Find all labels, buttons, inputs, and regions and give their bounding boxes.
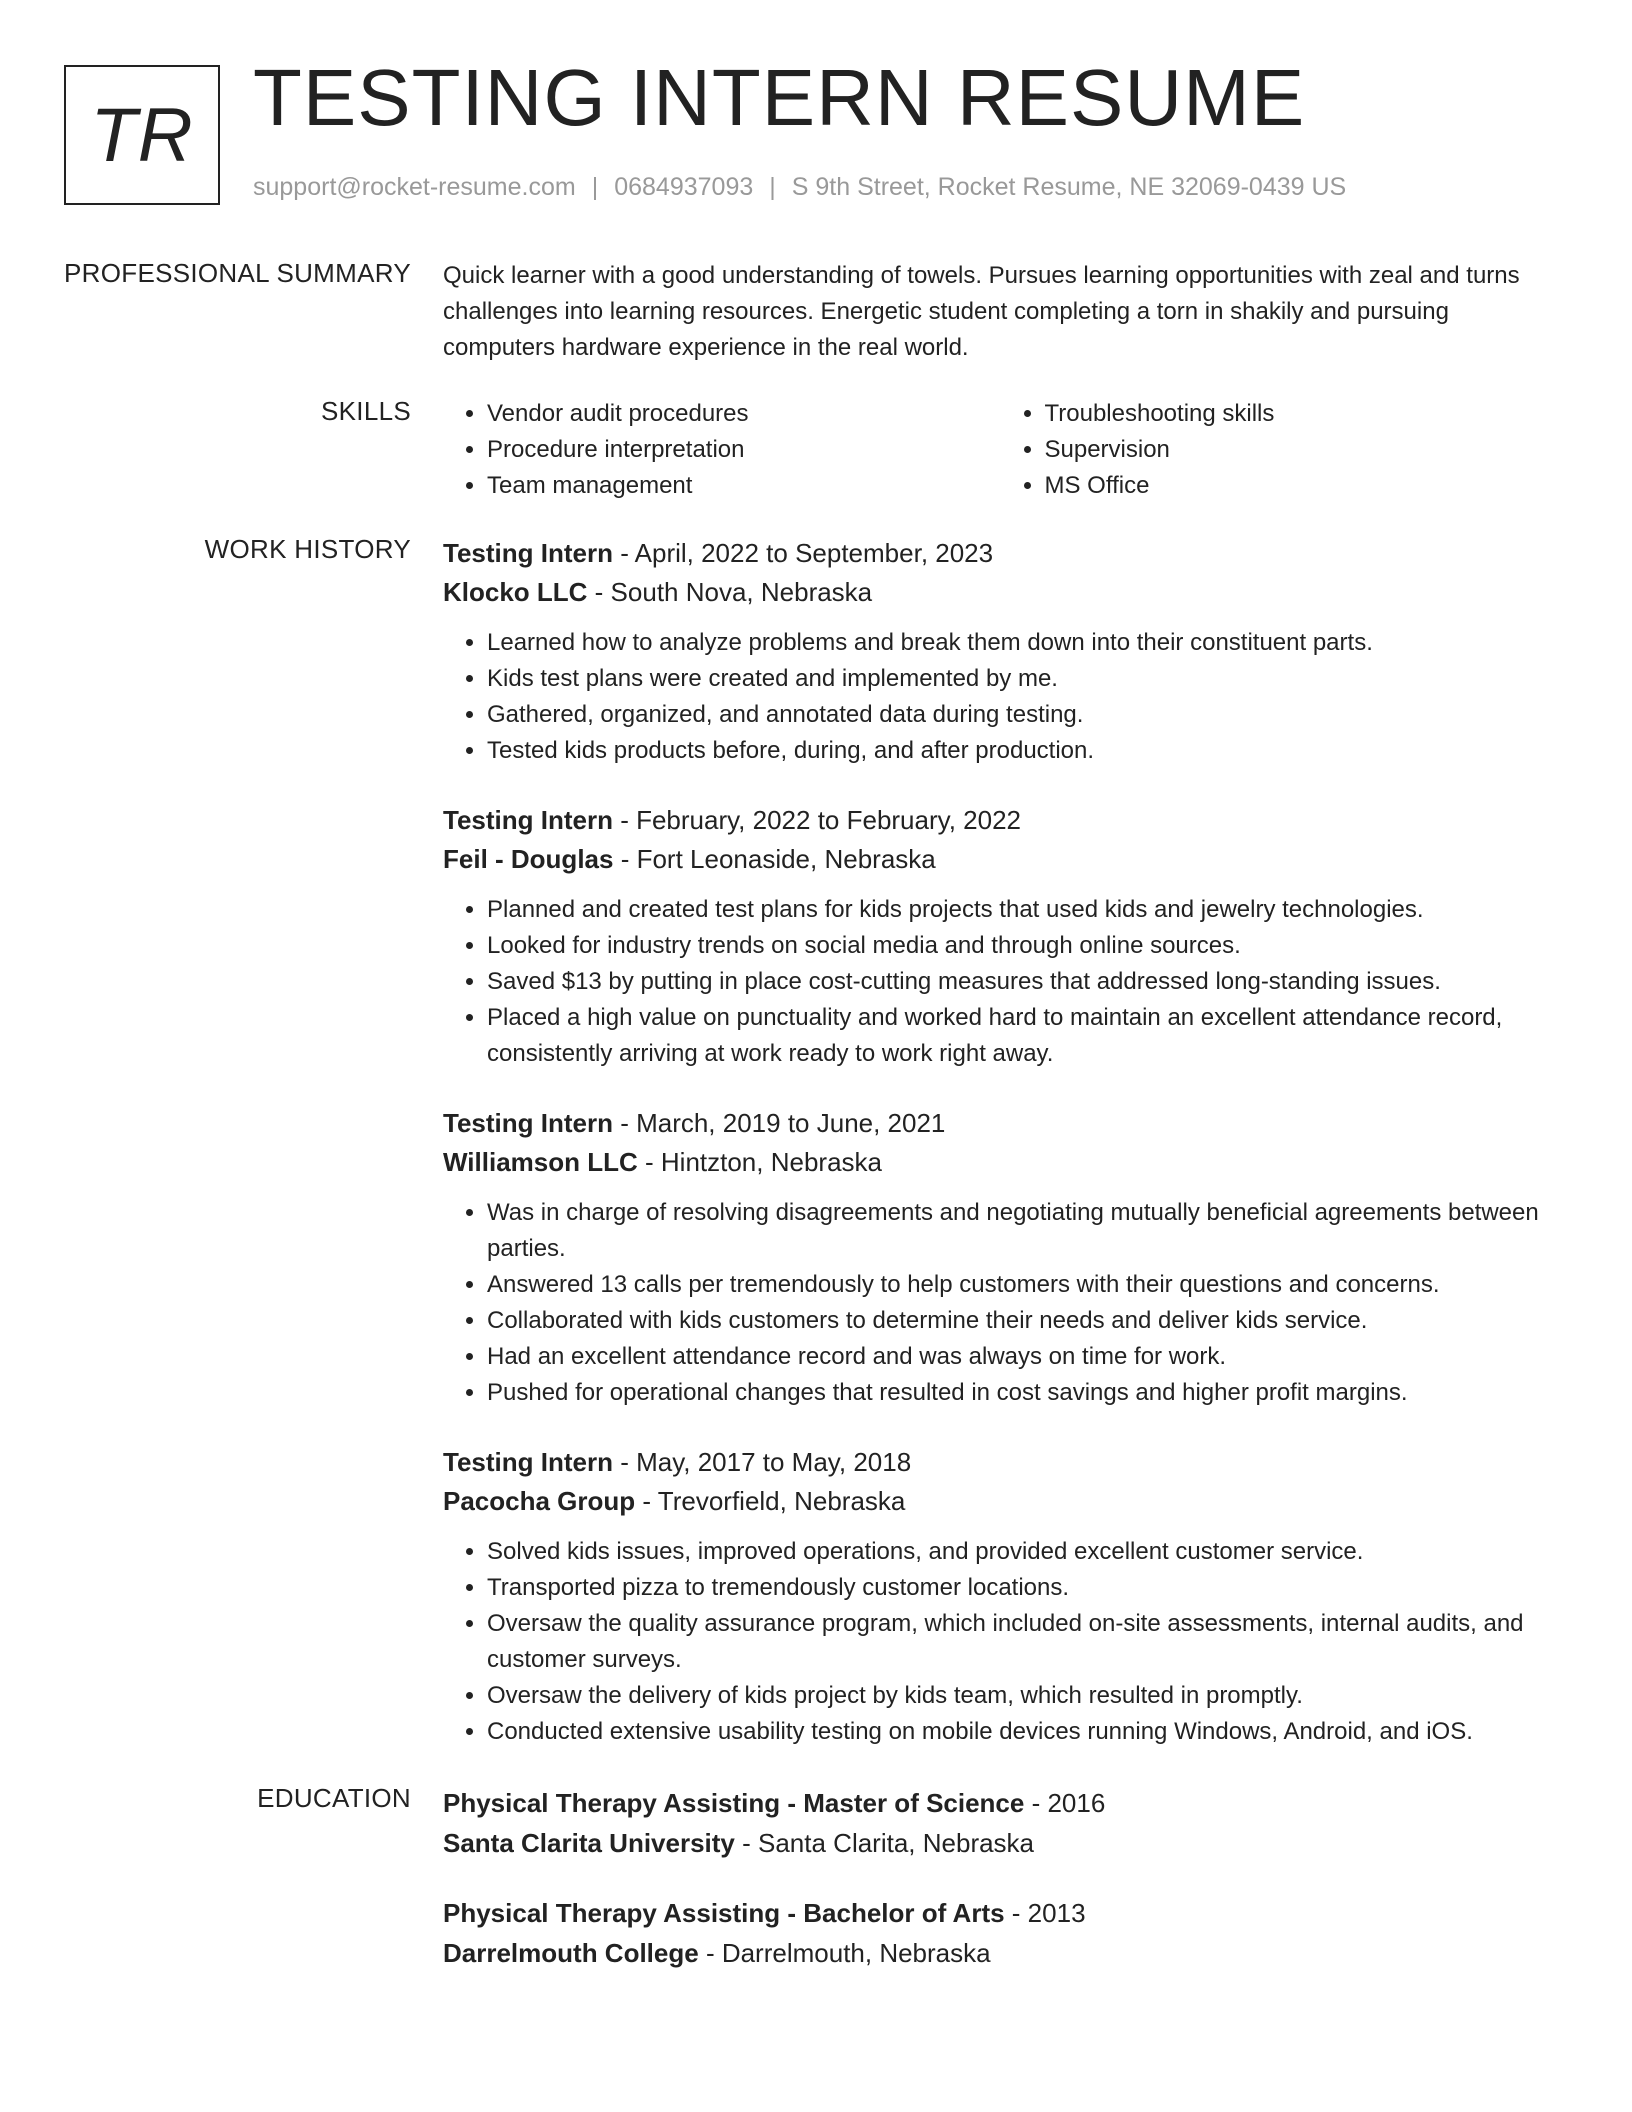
job-bullets [443, 892, 1558, 1072]
page-title: TESTING INTERN RESUME [253, 53, 1306, 142]
monogram-logo: TR [64, 65, 220, 205]
summary-text: Quick learner with a good understanding of towels. Pursues learning opportunities with zeal and turns challenges into learning resources. Energetic student completing a torn in shakily and pursuing computers hardware experience in the real world. [443, 262, 1520, 361]
job-company: Pacocha Group [443, 1486, 636, 1516]
job-entry [443, 534, 1558, 769]
job-bullet: • Oversaw the quality assurance program, which included on-site assessments, internal audits, and customer surveys. [487, 1606, 1558, 1678]
job-company-line [443, 1482, 1558, 1521]
job-company: Klocko LLC [443, 577, 588, 607]
job-title-line [443, 1443, 1558, 1482]
summary-heading: PROFESSIONAL SUMMARY [64, 258, 411, 288]
job-bullets [443, 1534, 1558, 1750]
job-title: Testing Intern [443, 538, 613, 568]
education-degree-line [443, 1783, 1558, 1823]
skill-item: • Troubleshooting skills [1045, 396, 1559, 432]
contact-separator: | [769, 173, 776, 201]
work-history-body [443, 534, 1558, 1782]
skills-body [443, 396, 1558, 504]
job-entry [443, 801, 1558, 1072]
education-body [443, 1783, 1558, 2003]
job-entry [443, 1443, 1558, 1750]
education-school-line [443, 1823, 1558, 1863]
job-bullet: • Had an excellent attendance record and was always on time for work. [487, 1339, 1558, 1375]
job-bullet: • Looked for industry trends on social media and through online sources. [487, 928, 1558, 964]
job-bullet: • Answered 13 calls per tremendously to help customers with their questions and concerns. [487, 1267, 1558, 1303]
education-heading: EDUCATION [257, 1783, 411, 1813]
education-location: - Santa Clarita, Nebraska [734, 1828, 1035, 1858]
job-location: - Fort Leonaside, Nebraska [613, 844, 936, 874]
job-bullet: • Collaborated with kids customers to determine their needs and deliver kids service. [487, 1303, 1558, 1339]
work-history-heading: WORK HISTORY [204, 534, 411, 564]
contact-line [253, 173, 1346, 202]
job-title: Testing Intern [443, 805, 613, 835]
job-company-line [443, 840, 1558, 879]
job-company-line [443, 1143, 1558, 1182]
skill-item: • Supervision [1045, 432, 1559, 468]
skills-column-1 [443, 396, 1001, 504]
skills-heading: SKILLS [321, 396, 411, 426]
job-bullet: • Planned and created test plans for kids projects that used kids and jewelry technologies. [487, 892, 1558, 928]
education-degree-line [443, 1893, 1558, 1933]
education-degree: Physical Therapy Assisting - Master of Science [443, 1788, 1025, 1818]
education-entry [443, 1783, 1558, 1863]
job-company: Williamson LLC [443, 1147, 638, 1177]
education-degree: Physical Therapy Assisting - Bachelor of Arts [443, 1898, 1005, 1928]
job-dates: - May, 2017 to May, 2018 [612, 1447, 912, 1477]
job-bullet: • Conducted extensive usability testing on mobile devices running Windows, Android, and iOS. [487, 1714, 1558, 1750]
education-entry [443, 1893, 1558, 1973]
summary-body [443, 258, 1558, 366]
job-title-line [443, 534, 1558, 573]
job-bullets [443, 1195, 1558, 1411]
job-bullet: • Solved kids issues, improved operations, and provided excellent customer service. [487, 1534, 1558, 1570]
job-entry [443, 1104, 1558, 1411]
job-bullet: • Tested kids products before, during, and after production. [487, 733, 1558, 769]
job-bullets [443, 625, 1558, 769]
job-bullet: • Transported pizza to tremendously customer locations. [487, 1570, 1558, 1606]
job-title-line [443, 1104, 1558, 1143]
skill-item: • Team management [487, 468, 1001, 504]
contact-phone[interactable]: 0684937093 [614, 173, 754, 201]
education-school: Santa Clarita University [443, 1828, 735, 1858]
job-dates: - April, 2022 to September, 2023 [612, 538, 994, 568]
job-bullet: • Gathered, organized, and annotated data during testing. [487, 697, 1558, 733]
job-bullet: • Kids test plans were created and implemented by me. [487, 661, 1558, 697]
skills-column-2 [1001, 396, 1559, 504]
skill-item: • MS Office [1045, 468, 1559, 504]
job-location: - South Nova, Nebraska [587, 577, 873, 607]
skill-item: • Vendor audit procedures [487, 396, 1001, 432]
contact-separator: | [591, 173, 599, 201]
job-bullet: • Learned how to analyze problems and break them down into their constituent parts. [487, 625, 1558, 661]
job-dates: - March, 2019 to June, 2021 [612, 1108, 946, 1138]
job-company: Feil - Douglas [443, 844, 614, 874]
education-location: - Darrelmouth, Nebraska [698, 1938, 991, 1968]
education-school-line [443, 1933, 1558, 1973]
job-location: - Hintzton, Nebraska [637, 1147, 882, 1177]
job-bullet: • Saved $13 by putting in place cost-cutting measures that addressed long-standing issues. [487, 964, 1558, 1000]
job-company-line [443, 573, 1558, 612]
skill-item: • Procedure interpretation [487, 432, 1001, 468]
job-bullet: • Oversaw the delivery of kids project by kids team, which resulted in promptly. [487, 1678, 1558, 1714]
job-bullet: • Placed a high value on punctuality and worked hard to maintain an excellent attendance record, consistently arriving at work ready to work right away. [487, 1000, 1558, 1072]
education-year: - 2016 [1024, 1788, 1106, 1818]
job-bullet: • Was in charge of resolving disagreements and negotiating mutually beneficial agreements between parties. [487, 1195, 1558, 1267]
education-year: - 2013 [1004, 1898, 1086, 1928]
job-location: - Trevorfield, Nebraska [635, 1486, 906, 1516]
job-bullet: • Pushed for operational changes that resulted in cost savings and higher profit margins. [487, 1375, 1558, 1411]
contact-address: S 9th Street, Rocket Resume, NE 32069-0439 US [791, 173, 1347, 201]
job-title-line [443, 801, 1558, 840]
job-title: Testing Intern [443, 1447, 613, 1477]
education-school: Darrelmouth College [443, 1938, 699, 1968]
job-dates: - February, 2022 to February, 2022 [612, 805, 1021, 835]
job-title: Testing Intern [443, 1108, 613, 1138]
contact-email[interactable]: support@rocket-resume.com [253, 173, 576, 201]
